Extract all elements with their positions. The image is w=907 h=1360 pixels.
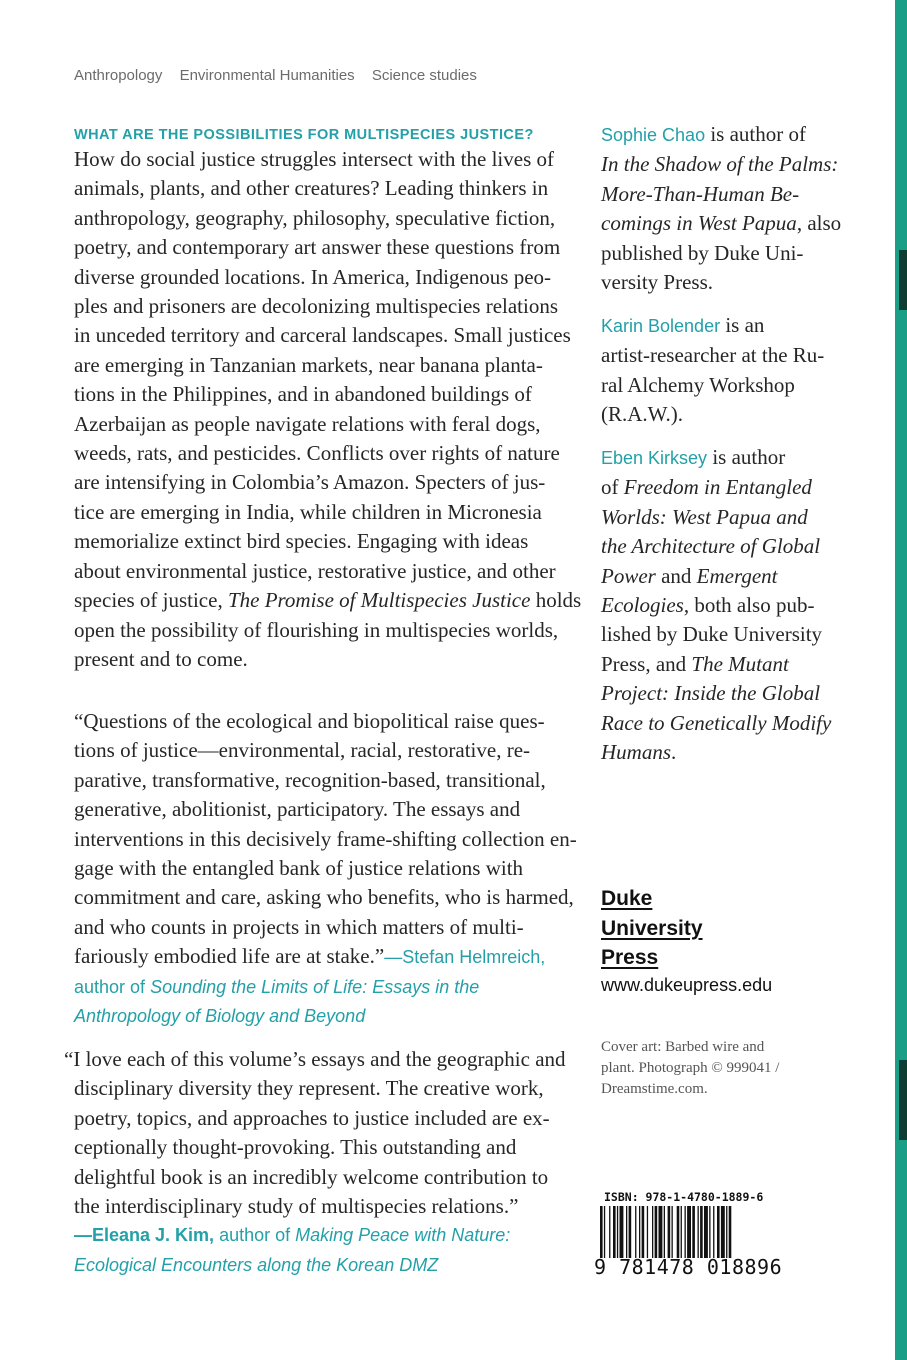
barcode-bar [681, 1206, 682, 1258]
barcode-block [592, 1186, 782, 1286]
cover-credit [601, 1037, 811, 1100]
desc-line-with-title [74, 586, 581, 615]
endorser-name: —Stefan Helmreich, [384, 947, 546, 968]
bio-line [601, 709, 851, 738]
author-name: Sophie Chao [601, 125, 706, 145]
barcode-bar [600, 1206, 603, 1258]
barcode-digits: 9 781478 018896 [594, 1255, 783, 1279]
endorser-credit [74, 1002, 577, 1031]
bio-book: Race to Genetically Modify [601, 710, 832, 735]
barcode-bar [677, 1206, 680, 1258]
barcode [600, 1206, 774, 1258]
description [74, 145, 581, 674]
bio-line [601, 150, 851, 179]
quote-line: poetry, topics, and approaches to justice included are ex- [74, 1105, 550, 1130]
barcode-bar [659, 1206, 663, 1258]
barcode-bar [668, 1206, 671, 1258]
bio-line [601, 532, 851, 561]
bio-text: is author [707, 445, 786, 469]
bio-book: In the Shadow of the Palms: [601, 152, 839, 177]
isbn-label: ISBN: 978-1-4780-1889-6 [604, 1190, 764, 1204]
bio-text: . [671, 740, 677, 765]
bio-line [601, 591, 851, 620]
barcode-bar [620, 1206, 624, 1258]
barcode-bar [698, 1206, 699, 1258]
barcode-bar [609, 1206, 610, 1258]
desc-line: poetry, and contemporary art answer these questions from [74, 235, 561, 260]
bio-line [601, 209, 851, 238]
book-title: The Promise of Multispecies Justice [227, 588, 531, 613]
desc-line: memorialize extinct bird species. Engaging with ideas [74, 529, 529, 554]
endorser-book: Anthropology of Biology and Beyond [74, 1006, 366, 1027]
quote-line: ceptionally thought-provoking. This outstanding and [74, 1135, 517, 1160]
bio-line: lished by Duke University [601, 622, 823, 647]
desc-line: present and to come. [74, 646, 248, 671]
barcode-bar [613, 1206, 616, 1258]
credit-line: plant. Photograph © 999041 / [601, 1060, 780, 1076]
barcode-bar [704, 1206, 708, 1258]
subject-2: Environmental Humanities [179, 67, 355, 84]
credit-line: Dreamstime.com. [601, 1081, 708, 1097]
bio-line: ral Alchemy Workshop [601, 372, 795, 397]
desc-line: Azerbaijan as people navigate relations with feral dogs, [74, 411, 541, 436]
bio-book: Ecologies [601, 593, 684, 618]
author-name: Eben Kirksey [601, 448, 708, 468]
barcode-bar [626, 1206, 627, 1258]
barcode-bar [639, 1206, 640, 1258]
bio-book: The Mutant [691, 651, 789, 676]
endorser-credit [64, 1251, 566, 1280]
bio-text: Press, and [601, 651, 692, 676]
bio-sophie-chao [601, 120, 851, 297]
desc-text: holds [530, 588, 582, 613]
bio-book: Humans [601, 740, 672, 765]
publisher-logo [601, 884, 703, 973]
barcode-bar [717, 1206, 720, 1258]
endorser-book: Making Peace with Nature: [295, 1225, 511, 1246]
barcode-bar [721, 1206, 725, 1258]
publisher-url[interactable]: www.dukeupress.edu [601, 975, 773, 995]
desc-line: are intensifying in Colombia’s Amazon. Specters of jus- [74, 470, 546, 495]
barcode-bar [652, 1206, 653, 1258]
endorser-credit-text: author of [74, 976, 151, 997]
bio-line [601, 120, 851, 150]
bio-text: , both also pub- [683, 593, 815, 618]
subject-categories [74, 67, 490, 84]
bio-line [601, 473, 851, 502]
barcode-bar [692, 1206, 695, 1258]
barcode-bar [642, 1206, 645, 1258]
endorser-name: —Eleana J. Kim, [74, 1225, 215, 1246]
quote-line: tions of justice—environmental, racial, restorative, re- [74, 738, 531, 763]
spine-art-2 [899, 1060, 907, 1140]
desc-line: in unceded territory and carceral landscapes. Small justices [74, 323, 571, 348]
endorser-book: Ecological Encounters along the Korean DMZ [74, 1254, 439, 1275]
endorsement-1 [74, 707, 577, 1031]
endorser-credit [64, 1221, 566, 1250]
headline: WHAT ARE THE POSSIBILITIES FOR MULTISPECIES JUSTICE? [74, 127, 534, 143]
quote-line: parative, transformative, recognition-based, transitional, [74, 767, 546, 792]
bio-book: Worlds: West Papua and [601, 504, 808, 529]
quote-line: interventions in this decisively frame-shifting collection en- [74, 826, 577, 851]
bio-line: artist-researcher at the Ru- [601, 343, 825, 368]
barcode-bar [687, 1206, 691, 1258]
quote-line: the interdisciplinary study of multispecies relations.” [74, 1194, 519, 1219]
desc-line: diverse grounded locations. In America, Indigenous peo- [74, 264, 552, 289]
bio-book: More-Than-Human Be- [601, 181, 800, 206]
publisher-word: University [601, 916, 703, 940]
bio-line [601, 180, 851, 209]
quote-line: disciplinary diversity they represent. The creative work, [74, 1076, 544, 1101]
desc-line: How do social justice struggles intersect with the lives of [74, 147, 554, 171]
subject-3: Science studies [371, 67, 477, 84]
desc-line: tice are emerging in India, while children in Micronesia [74, 499, 542, 524]
endorser-book: Sounding the Limits of Life: Essays in the [150, 976, 480, 997]
publisher-word: Duke [601, 887, 653, 910]
credit-line: Cover art: Barbed wire and [601, 1039, 765, 1055]
bio-text: is author of [705, 122, 806, 146]
desc-line: tions in the Philippines, and in abandoned buildings of [74, 382, 532, 407]
quote-text: fariously embodied life are at stake.” [74, 944, 385, 969]
bio-text: and [655, 563, 697, 588]
barcode-bar [685, 1206, 686, 1258]
desc-line: are emerging in Tanzanian markets, near banana planta- [74, 352, 543, 377]
publisher-word: Press [601, 946, 659, 969]
bio-line [601, 679, 851, 708]
bio-line: (R.A.W.). [601, 402, 684, 427]
spine-edge [895, 0, 907, 1360]
bio-book: the Architecture of Global [601, 534, 821, 559]
bio-line [601, 650, 851, 679]
barcode-bar [604, 1206, 605, 1258]
bio-book: Project: Inside the Global [601, 681, 821, 706]
quote-line: commitment and care, asking who benefits, who is harmed, [74, 885, 574, 910]
spine-art-1 [899, 250, 907, 310]
barcode-bar [629, 1206, 632, 1258]
barcode-bar [635, 1206, 636, 1258]
desc-text: species of justice, [74, 588, 228, 613]
barcode-bar [617, 1206, 618, 1258]
bio-text: is an [720, 313, 765, 337]
barcode-bar [655, 1206, 658, 1258]
author-name: Karin Bolender [601, 316, 721, 336]
barcode-bar [700, 1206, 703, 1258]
quote-last-line [74, 942, 577, 972]
bio-book: Freedom in Entangled [623, 475, 812, 500]
desc-line: open the possibility of flourishing in multispecies worlds, [74, 617, 559, 642]
bio-karin-bolender [601, 311, 851, 430]
barcode-bar [672, 1206, 673, 1258]
barcode-bar [709, 1206, 710, 1258]
barcode-bar [726, 1206, 727, 1258]
quote-line: “I love each of this volume’s essays and the geographic and [64, 1047, 566, 1071]
subject-1: Anthropology [74, 67, 163, 84]
bio-text: , also [796, 211, 842, 236]
bio-book: Emergent [696, 563, 778, 588]
bio-line [601, 738, 851, 767]
desc-line: weeds, rats, and pesticides. Conflicts over rights of nature [74, 441, 560, 466]
bio-text: of [601, 475, 624, 500]
desc-line: anthropology, geography, philosophy, speculative fiction, [74, 205, 556, 230]
barcode-bar [647, 1206, 648, 1258]
bio-line [601, 443, 851, 473]
bio-line: versity Press. [601, 270, 713, 295]
bio-book: Power [601, 563, 656, 588]
bio-eben-kirksey [601, 443, 851, 767]
barcode-bar [664, 1206, 665, 1258]
quote-line: delightful book is an incredibly welcome contribution to [74, 1164, 549, 1189]
endorsement-2 [64, 1045, 566, 1280]
bio-line [601, 503, 851, 532]
bio-line [601, 311, 851, 341]
desc-line: animals, plants, and other creatures? Leading thinkers in [74, 176, 549, 201]
barcode-bar [729, 1206, 732, 1258]
quote-line: and who counts in projects in which matters of multi- [74, 914, 524, 939]
quote-line: gage with the entangled bank of justice relations with [74, 856, 524, 881]
bio-line: published by Duke Uni- [601, 240, 804, 265]
bio-line [601, 562, 851, 591]
desc-line: ples and prisoners are decolonizing multispecies relations [74, 294, 559, 319]
bio-book: comings in West Papua [601, 211, 797, 236]
endorser-credit-text: author of [214, 1225, 296, 1246]
quote-line: “Questions of the ecological and biopolitical raise ques- [74, 709, 545, 733]
desc-line: about environmental justice, restorative justice, and other [74, 558, 556, 583]
endorser-credit [74, 973, 577, 1002]
barcode-bar [713, 1206, 714, 1258]
quote-line: generative, abolitionist, participatory. The essays and [74, 797, 521, 822]
